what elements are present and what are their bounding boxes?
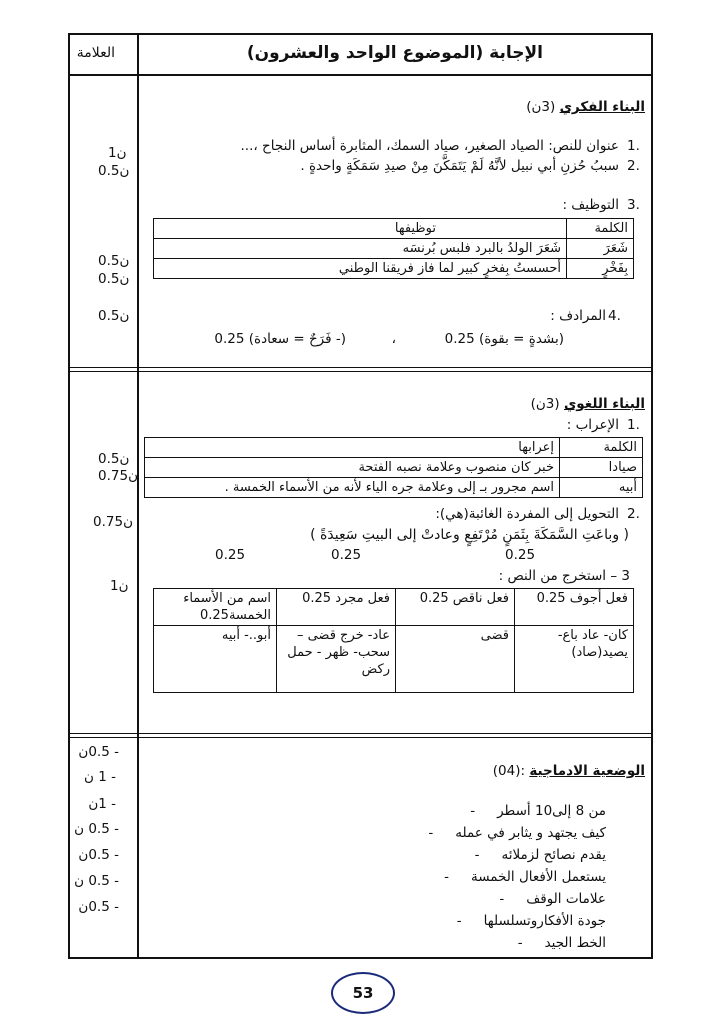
marks-column-title: العلامة	[76, 45, 115, 61]
list-item-text: يستعمل الأفعال الخمسة	[471, 869, 606, 885]
parsing-table-word: صيادا	[560, 458, 643, 478]
extract-table	[153, 588, 634, 693]
mark-s3-5: - 0.5ن	[78, 847, 119, 863]
table-row	[154, 259, 634, 279]
usage-table-word: بِفَخْرٍ	[567, 259, 634, 279]
mark-s3-7: - 0.5ن	[78, 899, 119, 915]
usage-table-header-word: الكلمة	[567, 219, 634, 239]
extract-header: اسم من الأسماء الخمسة0.25	[154, 589, 277, 626]
section1-divider-a	[68, 367, 653, 368]
i2-sentence: ( وباعَتِ السَّمَكَةَ بِثَمَنٍ مُرْتَفِعٍ وعادتْ إلى البيتِ سَعِيدَةً )	[310, 527, 629, 543]
q4-item1: (بشدةٍ = بقوة) 0.25	[444, 331, 564, 347]
frame-left	[68, 33, 70, 959]
mark-s2-a: 0.5ن	[98, 451, 130, 467]
list-item: الخط الجيد-	[517, 935, 606, 951]
extract-header: فعل أجوف 0.25	[515, 589, 634, 626]
extract-cell: قضى	[396, 626, 515, 693]
table-row	[154, 626, 634, 693]
list-item: من 8 إلى10 أسطر-	[470, 803, 606, 819]
extract-header: فعل ناقص 0.25	[396, 589, 515, 626]
section2-heading-text: البناء اللغوي	[563, 396, 645, 412]
table-row	[154, 589, 634, 626]
list-item-text: يقدم نصائح لزملائه	[501, 847, 606, 863]
table-row	[145, 458, 643, 478]
list-item-text: كيف يجتهد و يثابر في عمله	[455, 825, 606, 841]
i3-label: 3 – استخرج من النص :	[498, 568, 630, 584]
frame-bottom	[68, 957, 653, 959]
section1-heading	[526, 98, 645, 116]
section1-heading-text: البناء الفكري	[559, 99, 645, 115]
i1-number: 1.	[627, 417, 640, 433]
parsing-table-header-word: الكلمة	[560, 438, 643, 458]
frame-top	[68, 33, 653, 35]
section2-heading	[531, 395, 645, 413]
section1-heading-points: (3ن)	[526, 99, 556, 115]
parsing-table-parse: خبر كان منصوب وعلامة نصبه الفتحة	[145, 458, 560, 478]
mark-s2-c: 0.75ن	[93, 514, 133, 530]
q1-number: 1.	[627, 138, 640, 154]
i2-label: التحويل إلى المفردة الغائبة(هي):	[435, 506, 619, 522]
section2-divider-a	[68, 733, 653, 734]
i1-label: الإعراب :	[566, 417, 619, 433]
mark-s3-2: - 1 ن	[84, 769, 116, 785]
answer-title: الإجابة (الموضوع الواحد والعشرون)	[246, 43, 543, 63]
q4-label: المرادف :	[550, 308, 606, 324]
usage-table-word: شَعَرَ	[567, 239, 634, 259]
list-item-text: جودة الأفكاروتسلسلها	[483, 913, 606, 929]
mark-s3-1: - 0.5ن	[78, 744, 119, 760]
frame-right	[651, 33, 653, 959]
table-row	[145, 438, 643, 458]
section3-heading-text: الوضعية الادماجية	[529, 763, 645, 779]
extract-header: فعل مجرد 0.25	[277, 589, 396, 626]
table-row	[145, 478, 643, 498]
section2-divider-b	[68, 737, 653, 738]
extract-cell: أبو..- أبيه	[154, 626, 277, 693]
section2-heading-points: (3ن)	[530, 396, 560, 412]
extract-cell: كان- عاد باع- يصيد(صاد)	[515, 626, 634, 693]
mark-s3-3: - 1ن	[88, 796, 116, 812]
mark-s1-q1: 1ن	[108, 145, 127, 161]
q2-text: سببُ حُزنِ أبي نبيل لأنَّهُ لَمْ يَتَمَكَّنَ مِنْ صيدِ سَمَكَةٍ واحدةٍ .	[300, 158, 619, 174]
usage-table	[153, 218, 634, 279]
mark-s3-4: - 0.5 ن	[74, 821, 119, 837]
q3-number: 3.	[627, 197, 640, 213]
q2-number: 2.	[627, 158, 640, 174]
mark-s3-6: - 0.5 ن	[74, 873, 119, 889]
usage-table-usage: شَعَرَ الولدُ بالبرد فلبس بُرنسَه	[154, 239, 567, 259]
q1-text: عنوان للنص: الصياد الصغير، صياد السمك، المثابرة أساس النجاح ،...	[240, 138, 619, 154]
list-item-text: من 8 إلى10 أسطر	[497, 803, 606, 819]
mark-s1-q4: 0.5ن	[98, 308, 130, 324]
i2-score-3: 0.25	[215, 547, 246, 563]
list-item-text: علامات الوقف	[526, 891, 606, 907]
q4-separator: ،	[391, 331, 396, 347]
parsing-table-word: أبيه	[560, 478, 643, 498]
usage-table-usage: أحسستُ بِفخرٍ كبير لما فاز فريقنا الوطني	[154, 259, 567, 279]
q4-number: 4.	[608, 308, 621, 324]
parsing-table-header-parse: إعرابها	[145, 438, 560, 458]
mark-s1-q2: 0.5ن	[98, 163, 130, 179]
mark-s2-d: 1ن	[110, 578, 129, 594]
header-divider	[68, 74, 653, 76]
page-number: 53	[331, 972, 395, 1014]
list-item: يستعمل الأفعال الخمسة-	[444, 869, 606, 885]
list-item: علامات الوقف-	[499, 891, 606, 907]
list-item-text: الخط الجيد	[544, 935, 606, 951]
mark-s1-q3a: 0.5ن	[98, 253, 130, 269]
usage-table-header-usage: توظيفها	[154, 219, 567, 239]
table-row	[154, 239, 634, 259]
list-item: يقدم نصائح لزملائه-	[474, 847, 606, 863]
list-item: كيف يجتهد و يثابر في عمله-	[428, 825, 606, 841]
list-item: جودة الأفكاروتسلسلها-	[456, 913, 606, 929]
marks-column-divider	[137, 33, 139, 959]
mark-s2-b: 0.75ن	[98, 468, 138, 484]
q4-item2: (- فَرَحٌ = سعادة) 0.25	[214, 331, 346, 347]
section3-heading-points: :(04)	[492, 763, 526, 779]
parsing-table	[144, 437, 643, 498]
mark-s1-q3b: 0.5ن	[98, 271, 130, 287]
i2-score-1: 0.25	[505, 547, 536, 563]
q3-label: التوظيف :	[562, 197, 619, 213]
parsing-table-parse: اسم مجرور بـ إلى وعلامة جره الياء لأنه من الأسماء الخمسة .	[145, 478, 560, 498]
i2-number: 2.	[627, 506, 640, 522]
section1-divider-b	[68, 371, 653, 372]
section3-heading	[493, 762, 645, 780]
i2-score-2: 0.25	[331, 547, 362, 563]
table-row	[154, 219, 634, 239]
extract-cell: عاد- خرج قضى – سحب- ظهر - حمل ركض	[277, 626, 396, 693]
